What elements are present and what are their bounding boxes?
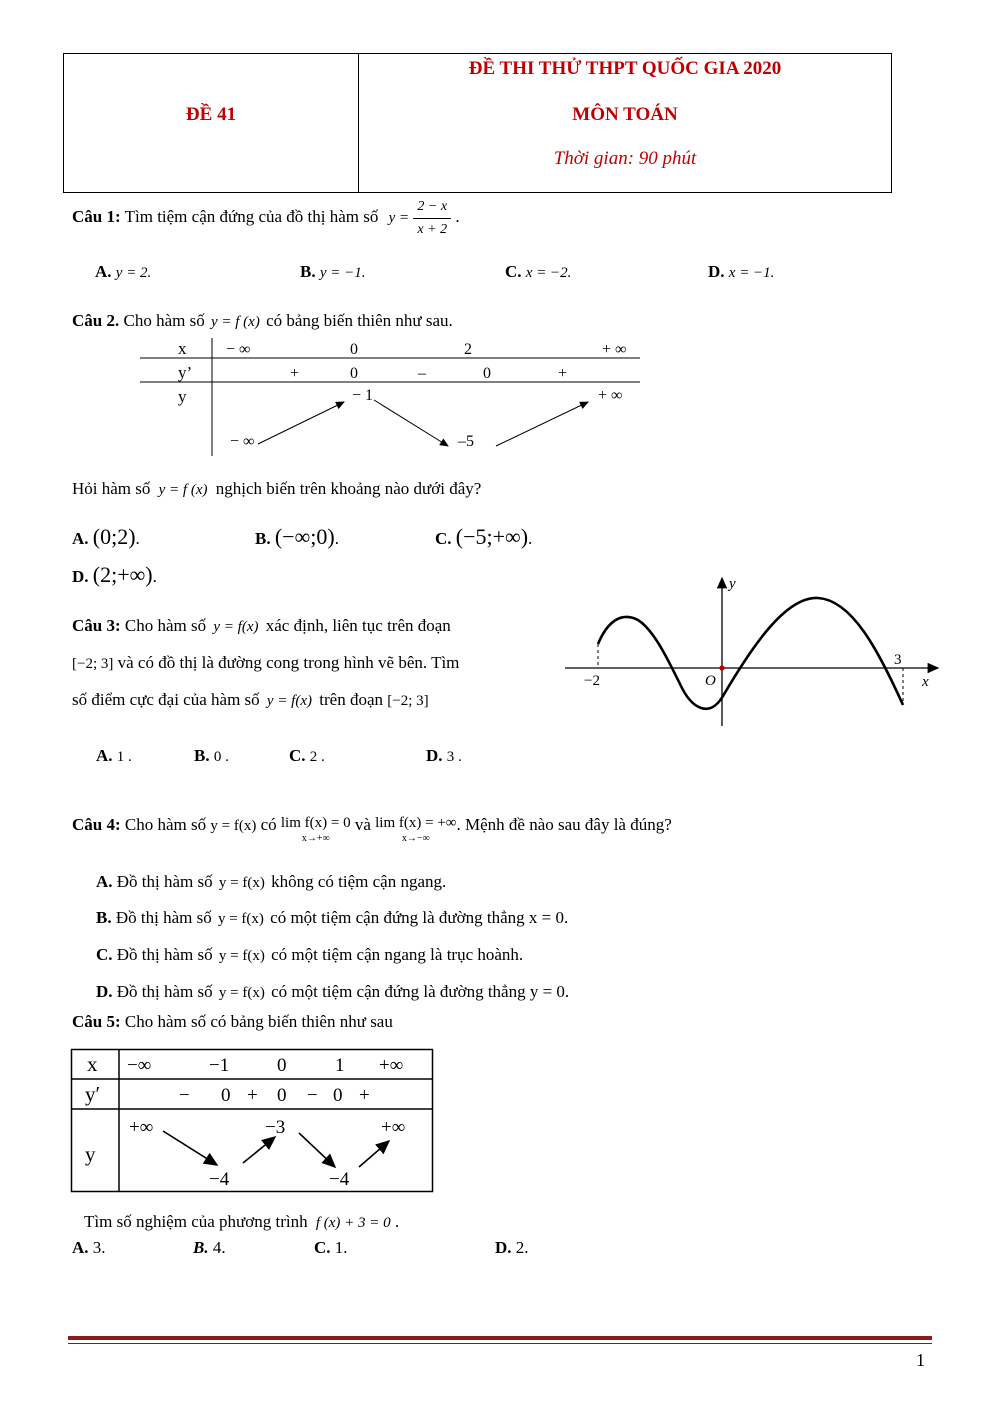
q2-option-end: . bbox=[334, 529, 339, 548]
graph-right-tick: 3 bbox=[894, 652, 902, 668]
q5-question bbox=[84, 1212, 399, 1232]
q1-option-value: x = −1. bbox=[728, 265, 775, 281]
q5-variation-table bbox=[71, 1049, 433, 1192]
q4-option-c[interactable] bbox=[96, 945, 523, 965]
q5-option-c[interactable] bbox=[314, 1238, 348, 1258]
q2-func: y = f (x) bbox=[210, 314, 260, 330]
exam-title: ĐỀ THI THỬ THPT QUỐC GIA 2020 bbox=[468, 58, 782, 79]
q3-graph bbox=[560, 572, 950, 732]
q1-option-label: D. bbox=[708, 262, 725, 281]
q2-option-end: . bbox=[528, 529, 533, 548]
q2-row-y: y bbox=[178, 387, 187, 406]
q2-option-label: B. bbox=[255, 529, 271, 548]
q5-row-yp: y′ bbox=[85, 1082, 101, 1106]
q4-option-func: y = f(x) bbox=[218, 875, 265, 891]
q4-limit-1 bbox=[281, 815, 351, 847]
q5-yp-val: + bbox=[359, 1085, 370, 1106]
q1-option-a[interactable] bbox=[95, 262, 151, 282]
q2-y-minus-inf: − ∞ bbox=[230, 433, 255, 450]
q1-text: Tìm tiệm cận đứng của đồ thị hàm số bbox=[124, 207, 379, 226]
q2-sign: + bbox=[290, 365, 300, 382]
q5-y-val: +∞ bbox=[381, 1117, 406, 1138]
q4-and: và bbox=[354, 815, 371, 834]
q3-line3-b: trên đoạn bbox=[319, 690, 383, 709]
q3-option-a[interactable] bbox=[96, 746, 132, 766]
q3-option-value: 0 . bbox=[213, 749, 229, 765]
q2-x-val: 2 bbox=[464, 341, 472, 358]
q5-yp-val: − bbox=[307, 1085, 318, 1106]
q3-line1-b: xác định, liên tục trên đoạn bbox=[265, 616, 451, 635]
q5-y-val: −3 bbox=[265, 1117, 286, 1138]
q2-sign: 0 bbox=[483, 365, 491, 382]
graph-y-label: y bbox=[729, 576, 736, 592]
q2-text-b: có bảng biến thiên như sau. bbox=[266, 311, 453, 330]
q5-option-d[interactable] bbox=[495, 1238, 529, 1258]
q5-y-val: −4 bbox=[329, 1169, 350, 1190]
q2-option-label: D. bbox=[72, 567, 89, 586]
q5-yp-val: 0 bbox=[333, 1085, 343, 1106]
q5-option-a[interactable] bbox=[72, 1238, 106, 1258]
q3-option-value: 1 . bbox=[116, 749, 132, 765]
q2-sign: 0 bbox=[350, 365, 358, 382]
q1-fraction bbox=[413, 196, 451, 241]
q5-x-val: −1 bbox=[209, 1055, 230, 1076]
graph-x-label: x bbox=[922, 674, 929, 690]
exam-time: Thời gian: 90 phút bbox=[553, 148, 697, 169]
q2-option-a[interactable] bbox=[72, 524, 140, 550]
q5-arrow-down bbox=[299, 1133, 335, 1167]
q4-option-pre: Đồ thị hàm số bbox=[116, 945, 213, 964]
q4-limit-2 bbox=[375, 815, 456, 847]
exam-code: ĐỀ 41 bbox=[185, 104, 237, 125]
q3-interval: [−2; 3] bbox=[72, 656, 114, 672]
graph-left-tick: −2 bbox=[584, 673, 600, 689]
q5-text: Cho hàm số có bảng biến thiên như sau bbox=[124, 1012, 393, 1031]
q1-option-d[interactable] bbox=[708, 262, 774, 282]
q5-y-val: +∞ bbox=[129, 1117, 154, 1138]
q2-row-x: x bbox=[178, 339, 187, 358]
q3-line-1 bbox=[72, 616, 451, 636]
q2-sign: + bbox=[558, 365, 568, 382]
q5-equation: f (x) + 3 = 0 bbox=[315, 1215, 391, 1231]
q4-option-b[interactable] bbox=[96, 908, 568, 928]
q5-yp-val: 0 bbox=[221, 1085, 231, 1106]
q4-option-func: y = f(x) bbox=[218, 948, 265, 964]
q1-label: Câu 1: bbox=[72, 207, 121, 226]
q2-option-c[interactable] bbox=[435, 524, 532, 550]
q2-option-value: (0;2) bbox=[92, 524, 136, 549]
q4-option-post: có một tiệm cận đứng là đường thẳng x = 0. bbox=[270, 908, 569, 927]
q2-variation-table bbox=[140, 338, 660, 458]
q2-label: Câu 2. bbox=[72, 311, 120, 330]
q2-option-b[interactable] bbox=[255, 524, 339, 550]
q4-text-a: Cho hàm số bbox=[124, 815, 207, 834]
q5-arrow-down bbox=[163, 1131, 217, 1165]
q1-lhs: y = bbox=[388, 210, 410, 226]
q2-option-value: (−∞;0) bbox=[274, 524, 335, 549]
q4-option-label: B. bbox=[96, 908, 112, 927]
q3-option-label: A. bbox=[96, 746, 113, 765]
q2-arrow-down bbox=[374, 400, 448, 446]
q4-option-label: A. bbox=[96, 872, 113, 891]
origin-point bbox=[719, 665, 724, 670]
q2-text-a: Cho hàm số bbox=[123, 311, 205, 330]
q4-option-func: y = f(x) bbox=[218, 985, 265, 1001]
q2-row-yp: y’ bbox=[178, 363, 193, 382]
q1-option-value: y = 2. bbox=[115, 265, 152, 281]
footer-rule-thick bbox=[68, 1336, 932, 1340]
q4-limit-1-sub: x→+∞ bbox=[301, 833, 330, 844]
q5-option-label: B. bbox=[193, 1238, 209, 1257]
q4-stem bbox=[72, 815, 672, 847]
exam-subject: MÔN TOÁN bbox=[572, 104, 678, 125]
q2-option-label: C. bbox=[435, 529, 452, 548]
q3-option-label: D. bbox=[426, 746, 443, 765]
q4-text-c: . Mệnh đề nào sau đây là đúng? bbox=[456, 815, 672, 834]
q5-row-y: y bbox=[85, 1142, 96, 1166]
q5-option-value: 3. bbox=[92, 1238, 106, 1257]
q1-option-value: y = −1. bbox=[319, 265, 366, 281]
q5-row-x: x bbox=[87, 1052, 98, 1076]
q4-limit-2-expr: lim f(x) = +∞ bbox=[375, 815, 457, 831]
q2-arrow-up bbox=[258, 402, 344, 444]
q4-option-post: không có tiệm cận ngang. bbox=[271, 872, 447, 891]
q2-question bbox=[72, 479, 481, 499]
q2-option-end: . bbox=[135, 529, 140, 548]
q5-option-label: C. bbox=[314, 1238, 331, 1257]
q4-option-a[interactable] bbox=[96, 872, 446, 892]
q1-option-label: B. bbox=[300, 262, 316, 281]
q3-option-label: C. bbox=[289, 746, 306, 765]
q1-option-c[interactable] bbox=[505, 262, 571, 282]
q1-numerator: 2 − x bbox=[413, 196, 451, 219]
q1-option-label: A. bbox=[95, 262, 112, 281]
q1-stem bbox=[72, 195, 460, 241]
q5-x-val: 1 bbox=[335, 1055, 345, 1076]
q4-option-func: y = f(x) bbox=[217, 911, 264, 927]
q5-question-end: . bbox=[394, 1212, 400, 1231]
q1-end: . bbox=[455, 207, 460, 226]
q2-x-val: − ∞ bbox=[226, 341, 251, 358]
q5-arrow-up bbox=[359, 1141, 389, 1167]
q2-y-min: –5 bbox=[458, 433, 474, 450]
q2-y-plus-inf: + ∞ bbox=[598, 387, 623, 404]
q4-limit-1-expr: lim f(x) = 0 bbox=[280, 815, 351, 831]
q5-option-value: 2. bbox=[515, 1238, 529, 1257]
q3-option-d[interactable] bbox=[426, 746, 462, 766]
q5-option-label: D. bbox=[495, 1238, 512, 1257]
q3-line-3 bbox=[72, 690, 429, 710]
q4-func: y = f(x) bbox=[210, 818, 257, 834]
q2-y-max: − 1 bbox=[352, 387, 374, 404]
q5-arrow-up bbox=[243, 1137, 275, 1163]
q2-x-val: 0 bbox=[350, 341, 358, 358]
q5-question-text: Tìm số nghiệm của phương trình bbox=[84, 1212, 308, 1231]
q5-stem bbox=[72, 1012, 393, 1032]
q5-x-val: 0 bbox=[277, 1055, 287, 1076]
q3-interval-2: [−2; 3] bbox=[387, 693, 429, 709]
q3-option-c[interactable] bbox=[289, 746, 325, 766]
footer-rule-thin bbox=[68, 1343, 932, 1344]
q1-option-value: x = −2. bbox=[525, 265, 572, 281]
q4-option-pre: Đồ thị hàm số bbox=[116, 872, 213, 891]
q1-denominator: x + 2 bbox=[417, 221, 448, 237]
q2-question-b: nghịch biến trên khoảng nào dưới đây? bbox=[215, 479, 482, 498]
q2-option-d[interactable] bbox=[72, 562, 157, 588]
q3-line-2 bbox=[72, 653, 459, 673]
q5-option-label: A. bbox=[72, 1238, 89, 1257]
q5-label: Câu 5: bbox=[72, 1012, 121, 1031]
graph-origin-label: O bbox=[705, 673, 716, 689]
q2-option-value: (−5;+∞) bbox=[455, 524, 529, 549]
q5-y-val: −4 bbox=[209, 1169, 230, 1190]
q2-arrow-up bbox=[496, 402, 588, 446]
q5-x-val: +∞ bbox=[379, 1055, 404, 1076]
function-curve bbox=[598, 598, 903, 709]
q2-stem bbox=[72, 311, 453, 331]
q2-question-func: y = f (x) bbox=[158, 482, 208, 498]
q4-option-pre: Đồ thị hàm số bbox=[116, 982, 213, 1001]
q2-option-value: (2;+∞) bbox=[92, 562, 153, 587]
q4-label: Câu 4: bbox=[72, 815, 121, 834]
q2-sign: – bbox=[418, 365, 426, 382]
q5-option-value: 1. bbox=[334, 1238, 348, 1257]
q3-option-value: 3 . bbox=[446, 749, 462, 765]
q5-x-val: −∞ bbox=[127, 1055, 152, 1076]
q4-option-label: C. bbox=[96, 945, 113, 964]
q1-option-b[interactable] bbox=[300, 262, 366, 282]
q3-option-b[interactable] bbox=[194, 746, 229, 766]
q5-option-value: 4. bbox=[212, 1238, 226, 1257]
q2-option-label: A. bbox=[72, 529, 89, 548]
q2-question-a: Hỏi hàm số bbox=[72, 479, 151, 498]
q3-func: y = f(x) bbox=[213, 619, 259, 635]
q4-option-pre: Đồ thị hàm số bbox=[115, 908, 212, 927]
q3-option-label: B. bbox=[194, 746, 210, 765]
q3-label: Câu 3: bbox=[72, 616, 121, 635]
q3-line2: và có đồ thị là đường cong trong hình vẽ bên. Tìm bbox=[117, 653, 460, 672]
page-number: 1 bbox=[916, 1350, 925, 1370]
q4-text-b: có bbox=[260, 815, 277, 834]
q5-option-b[interactable] bbox=[193, 1238, 226, 1258]
q3-line1-a: Cho hàm số bbox=[124, 616, 207, 635]
q2-x-val: + ∞ bbox=[602, 341, 627, 358]
q3-func-2: y = f(x) bbox=[266, 693, 313, 709]
q5-yp-val: 0 bbox=[277, 1085, 287, 1106]
q3-line3-a: số điểm cực đại của hàm số bbox=[72, 690, 260, 709]
q1-option-label: C. bbox=[505, 262, 522, 281]
q5-yp-val: − bbox=[179, 1085, 190, 1106]
q4-limit-2-sub: x→−∞ bbox=[401, 833, 430, 844]
q3-option-value: 2 . bbox=[309, 749, 325, 765]
q5-yp-val: + bbox=[247, 1085, 258, 1106]
q4-option-d[interactable] bbox=[96, 982, 569, 1002]
q4-option-label: D. bbox=[96, 982, 113, 1001]
q4-option-post: có một tiệm cận ngang là trục hoành. bbox=[271, 945, 524, 964]
q4-option-post: có một tiệm cận đứng là đường thẳng y = 0. bbox=[271, 982, 570, 1001]
header-box bbox=[63, 53, 892, 193]
q2-option-end: . bbox=[152, 567, 157, 586]
